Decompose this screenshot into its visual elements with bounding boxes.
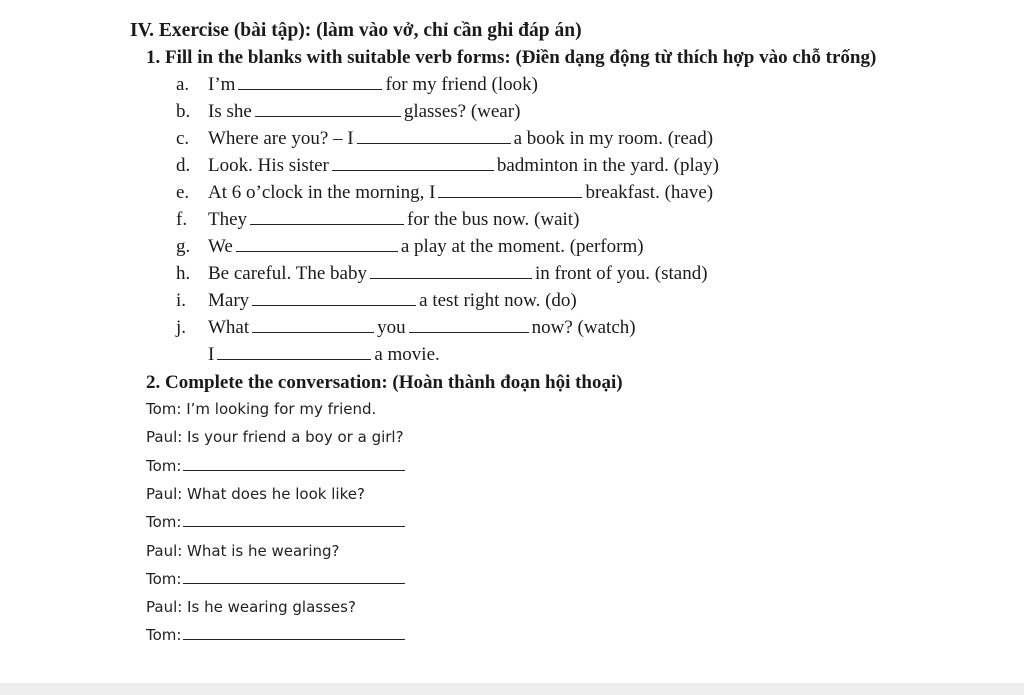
answer-blank[interactable]	[183, 626, 405, 640]
conversation-text: Tom:	[146, 513, 182, 532]
item-letter: h.	[176, 263, 191, 284]
conversation-line	[146, 457, 405, 475]
item-text-before: Mary	[208, 290, 250, 311]
item-letter: a.	[176, 74, 190, 95]
conversation-line	[146, 542, 340, 560]
item-j2-after: a movie.	[374, 344, 440, 365]
conversation-text: Tom: I’m looking for my friend.	[146, 400, 377, 418]
answer-blank[interactable]	[255, 101, 401, 117]
answer-blank[interactable]	[183, 513, 405, 527]
item-text-middle: you	[377, 317, 406, 338]
answer-blank[interactable]	[332, 155, 494, 171]
item-text-before: What	[208, 317, 250, 338]
item-text-after: badminton in the yard. (play)	[496, 155, 719, 176]
item-letter: c.	[176, 128, 190, 149]
answer-blank[interactable]	[409, 317, 529, 333]
exercise-item	[176, 101, 520, 123]
item-text-after: for my friend (look)	[385, 74, 538, 95]
conversation-text: Paul: What is he wearing?	[146, 541, 340, 560]
answer-blank[interactable]	[236, 236, 398, 252]
item-text-before: Be careful. The baby	[208, 263, 367, 284]
answer-blank[interactable]	[238, 74, 382, 90]
answer-blank[interactable]	[438, 182, 582, 198]
item-text-before: Look. His sister	[208, 155, 329, 176]
bottom-bar	[0, 683, 1024, 695]
conversation-line	[146, 626, 405, 644]
item-text-before: We	[208, 236, 233, 257]
exercise-item	[176, 209, 579, 231]
item-text-after: a test right now. (do)	[419, 290, 577, 311]
item-letter: f.	[176, 209, 188, 230]
item-text-after: a book in my room. (read)	[513, 128, 714, 149]
item-text-after: now? (watch)	[531, 317, 636, 338]
conversation-text: Tom:	[146, 456, 182, 475]
item-letter: b.	[176, 101, 191, 122]
conversation-line	[146, 400, 376, 418]
item-text-before: At 6 o’clock in the morning, I	[208, 182, 436, 203]
item-text-before: They	[208, 209, 248, 230]
exercise-item	[176, 182, 713, 204]
conversation-text: Paul: What does he look like?	[146, 484, 365, 503]
exercise-item	[176, 290, 577, 312]
item-text-after: breakfast. (have)	[585, 182, 714, 203]
item-j-line2	[208, 344, 440, 366]
answer-blank[interactable]	[357, 128, 511, 144]
conversation-text: Tom:	[146, 626, 182, 645]
conversation-line	[146, 598, 356, 616]
conversation-line	[146, 485, 365, 503]
item-text-after: in front of you. (stand)	[534, 263, 708, 284]
answer-blank[interactable]	[370, 263, 532, 279]
answer-blank[interactable]	[250, 209, 404, 225]
item-text-after: glasses? (wear)	[403, 101, 521, 122]
item-letter: j.	[176, 317, 187, 338]
answer-blank[interactable]	[252, 317, 374, 333]
conversation-line	[146, 513, 405, 531]
exercise-item	[176, 128, 713, 150]
conversation-line	[146, 428, 404, 446]
answer-blank[interactable]	[252, 290, 416, 306]
item-j2-before: I	[208, 344, 215, 365]
exercise-item	[176, 74, 538, 96]
item-text-before: I’m	[208, 74, 236, 95]
conversation-text: Paul: Is your friend a boy or a girl?	[146, 428, 404, 447]
conversation-line	[146, 570, 405, 588]
answer-blank[interactable]	[183, 570, 405, 584]
item-letter: d.	[176, 155, 191, 176]
item-text-after: a play at the moment. (perform)	[400, 236, 644, 257]
exercise-title: IV. Exercise (bài tập): (làm vào vở, chỉ cần ghi đáp án)	[130, 20, 582, 41]
conversation-text: Paul: Is he wearing glasses?	[146, 598, 356, 617]
conversation-text: Tom:	[146, 569, 182, 588]
item-text-before: Where are you? – I	[208, 128, 354, 149]
item-letter: i.	[176, 290, 187, 311]
item-text-before: Is she	[208, 101, 252, 122]
part1-heading: 1. Fill in the blanks with suitable verb forms: (Điền dạng động từ thích hợp vào chỗ trống)	[146, 47, 877, 68]
item-letter: e.	[176, 182, 190, 203]
item-letter: g.	[176, 236, 191, 257]
answer-blank[interactable]	[217, 344, 371, 360]
exercise-item	[176, 236, 644, 258]
answer-blank[interactable]	[183, 457, 405, 471]
exercise-item	[176, 263, 708, 285]
exercise-item	[176, 155, 719, 177]
item-text-after: for the bus now. (wait)	[407, 209, 580, 230]
part2-heading: 2. Complete the conversation: (Hoàn thành đoạn hội thoại)	[146, 372, 623, 393]
exercise-item	[176, 317, 636, 339]
